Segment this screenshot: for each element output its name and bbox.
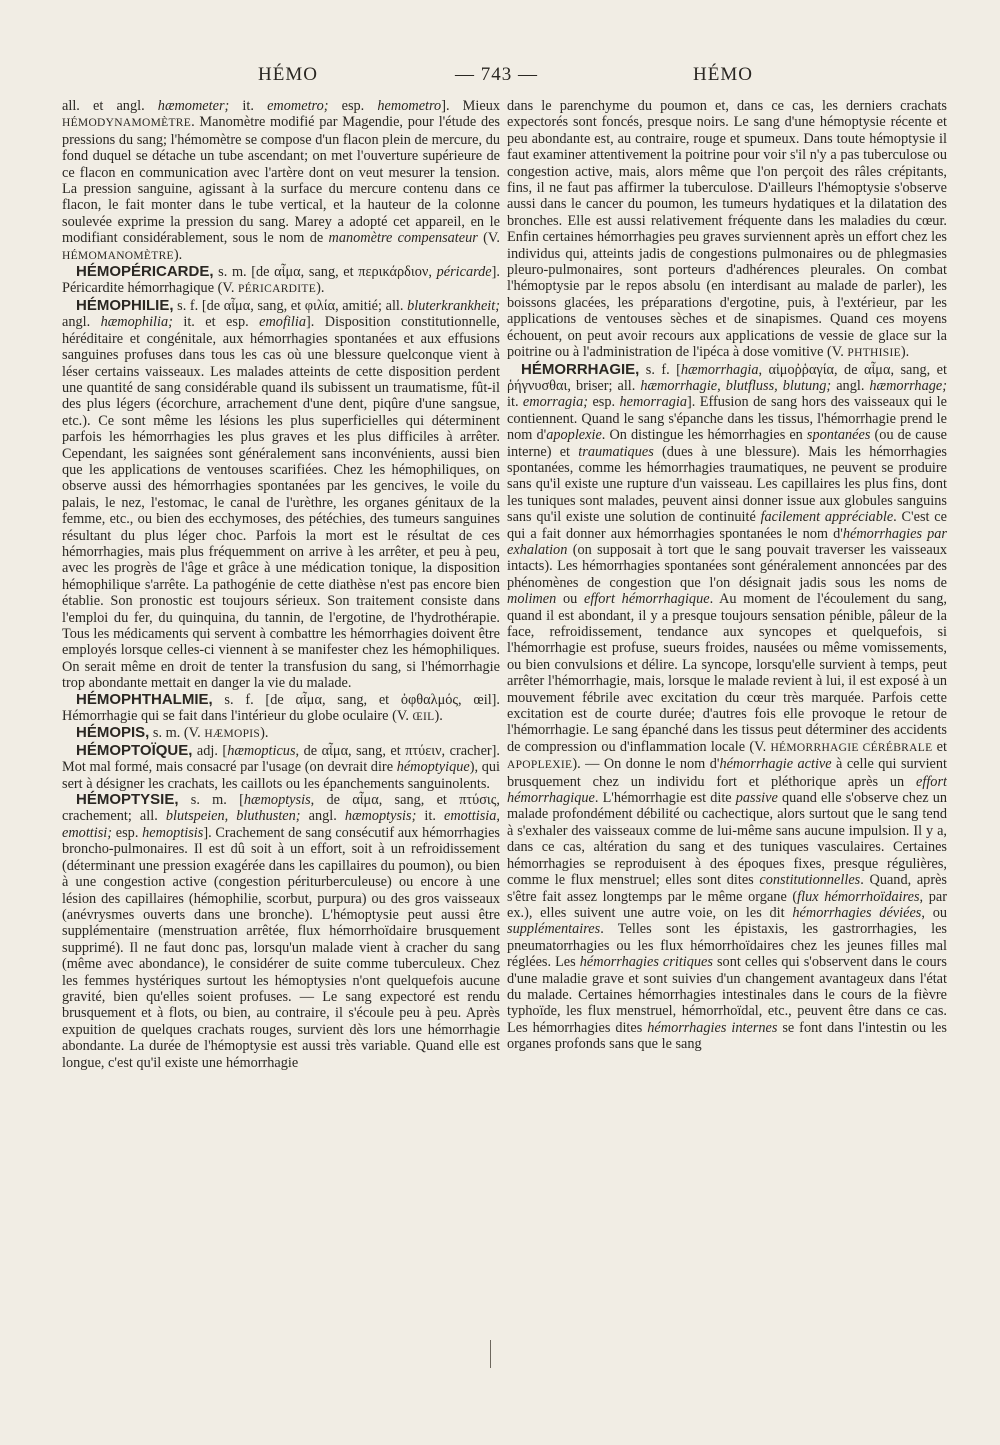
italic-run: molimen	[507, 591, 557, 608]
italic-run: hæmorrhagia	[680, 361, 759, 378]
italic-run: hémoptyique	[396, 759, 470, 776]
text-run: ).	[900, 344, 910, 361]
text-run: (dues à une blessure). Mais les hémorrhagies spontanées, comme les hémorrhagies traumatiques, ne peuvent se produire sans qu'il existe une rupture d'un vaisseau. Les capillaires les plus fins, dont les tuniques sont malades, peuvent ainsi donner issue aux globules sanguins sans qu'il existe une solution de continuité	[507, 443, 947, 526]
italic-run: hæmorrhage;	[869, 377, 947, 394]
text-run: , αἱμοῤῥαγία, de αἷμα, sang, et ῥήγνυσθαι, briser; all.	[507, 361, 947, 394]
italic-run: hémorrhagies internes	[647, 1019, 778, 1036]
italic-run: effort hémorrhagique	[583, 591, 710, 608]
italic-run: emorragia;	[522, 394, 593, 411]
text-run: et	[932, 738, 947, 755]
text-run: sont celles qui s'observent dans le cours d'une maladie grave et sont suivies d'un changement avantageux dans l'état du malade. Certaines hémorrhagies intestinales dans le cours de la fièvre typhoïde, les flux menstruel, hémorrhoïdal, etc., peuvent être dans ce cas. Les hémorrhagies dites	[507, 954, 947, 1036]
text-run: . Au moment de l'écoulement du sang, quand il est abondant, il y a presque toujours sensation pénible, pâleur de la face, refroidissement, tendance aux syncopes et quelquefois, si l'hémorrhagie est profuse, sueurs froides, nausées ou même vomissements, ou bien convulsions et délire. La syncope, lorsqu'elle survient à temps, peut arrêter l'hémorrhagie, mais, lorsque le malade revient à lui, il est exposé à un mouvement fébrile avec excitation du cœur très marquée. Parfois cette excitation est de courte durée; d'autres fois elle provoque le retour de l'hémorrhagie. Le sang épanché dans les tissus peut déterminer des accidents de compression ou d'inflammation locale (V.	[507, 591, 947, 755]
dictionary-entry	[507, 362, 947, 1053]
text-run: ), qui sert à désigner les crachats, les caillots ou les épanchements sanguinolents.	[62, 759, 500, 792]
text-run: it. et esp.	[183, 314, 260, 331]
small-caps-ref: PÉRICARDITE	[238, 283, 317, 296]
italic-run: passive	[735, 790, 778, 807]
small-caps-ref: ŒIL	[412, 711, 435, 724]
text-run: esp.	[592, 394, 620, 411]
italic-run: manomètre compensateur	[328, 230, 478, 247]
text-run: ]. Disposition constitutionnelle, héréditaire et congénitale, aux hémorrhagies spontanées et aux effusions sanguines profuses dans tous les cas où une blessure quelconque vient à léser certains vaisseaux. Les malades atteints de cette disposition perdent une quantité de sang considérable quand ils subissent un traumatisme, fût-il des plus légers (écorchure, arrachement d'une dent, piqûre d'une sangsue, etc.). Ce sont même les lésions les plus superficielles qui déterminent parfois les hémorrhagies les plus graves et les plus difficiles à arrêter. Cependant, les saignées sont généralement sans inconvénients, aussi bien que les applications de ventouses scarifiées. Chez les hémophiliques, on observe aussi des hémorrhagies spontanées par les gencives, le voile du palais, le nez, l'estomac, le canal de l'urèthre, les organes génitaux de la femme, etc., ou bien des ecchymoses, des pétéchies, des tumeurs sanguines résultant du plus léger choc. Parfois la mort est le résultat de ces hémorrhagies, mais plus fréquemment on arrive à les arrêter, et peu à peu, avec les progrès de l'âge et grâce à une médication tonique, la disposition hémophilique s'arrête. La pathogénie de cette diathèse n'est pas encore bien établie. Son pronostic est toujours sérieux. Son traitement consiste dans l'emploi du fer, du quinquina, du tannin, de l'ergotine, de l'hydrothérapie. Tous les médicaments qui servent à combattre les hémorrhagies doivent être employés lorsque celles-ci viennent à se manifester chez les hémophiliques. On serait même en droit de tenter la transfusion du sang, si l'hémorrhagie trop abondante mettait en danger la vie du malade.	[62, 314, 500, 692]
text-run: , par ex.), elles suivent une autre voie, on les dit	[507, 888, 947, 921]
text-run: angl.	[308, 808, 345, 825]
text-run: . C'est ce qui a fait donner aux hémorrhagies spontanées le nom d'	[507, 509, 947, 542]
headword: HÉMOPIS,	[76, 724, 150, 742]
dictionary-entry	[62, 264, 500, 298]
dictionary-entry	[62, 792, 500, 1071]
headword: HÉMOPHTHALMIE,	[76, 690, 213, 708]
italic-run: blutspeien, bluthusten;	[165, 808, 309, 825]
text-run: (on supposait à tort que le sang pouvait traverser les vaisseaux intacts). Les hémorrhagies spontanées sont généralement annoncées par des phénomènes de congestion que l'on désignait jadis sous les noms de	[507, 541, 947, 591]
right-column	[507, 98, 947, 1428]
headword: HÉMORRHAGIE,	[521, 360, 640, 378]
text-run: ou	[556, 591, 584, 608]
text-run: adj. [	[192, 742, 228, 759]
italic-run: hémorrhagies par exhalation	[507, 525, 947, 558]
italic-run: hemorragia	[619, 394, 687, 411]
headword: HÉMOPTYSIE,	[76, 791, 179, 809]
small-caps-ref: HÉMOMANOMÈTRE	[62, 249, 174, 262]
text-run: ]. Crachement de sang consécutif aux hémorrhagies broncho-pulmonaires. Il est dû soit à un effort, soit à un refroidissement (déterminant une pression exagérée dans les capillaires du poumon), ou bien à une congestion active (congestion périturberculeuse) ou encore à une lésion des capillaires (hémophilie, scorbut, purpura) ou des gros vaisseaux (anévrysmes ouverts dans une bronche). L'hémoptysie peut aussi être supplémentaire (menstruation arrêtée, flux hémorrhoïdaire brusquement supprimé). Il ne faut donc pas, lorsqu'un malade vient à cracher du sang (même avec abondance), le considérer de suite comme tuberculeux. Chez les femmes hystériques surtout les hémoptysies n'ont quelquefois aucune gravité, bien qu'elles soient profuses. — Le sang expectoré est rendu brusquement et à flots, ou bien, au contraire, il s'écoule peu à peu. Après expuition de quelques crachats rouges, survient dès lors une hémorrhagie abondante. La durée de l'hémoptysie est aussi très variable. Quand elle est longue, c'est qu'il existe une hémorrhagie	[62, 824, 500, 1071]
italic-run: hæmorrhagie, blutfluss, blutung;	[640, 377, 837, 394]
page-number: — 743 —	[455, 64, 538, 85]
italic-run: emometro;	[267, 98, 342, 114]
text-run: s. m. (V.	[149, 725, 205, 742]
running-head-right: HÉMO	[693, 64, 753, 85]
dictionary-entry	[62, 725, 500, 742]
italic-run: traumatiques	[578, 443, 654, 460]
text-run: s. f. [	[639, 361, 681, 378]
italic-run: hæmoptysis;	[344, 808, 425, 825]
italic-run: hémorrhagie active	[719, 756, 832, 773]
text-run: . Telles sont les épistaxis, les gastrorrhagies, les pneumatorrhagies ou les flux hémorrhoïdaires chez les jeunes filles mal réglées. Les	[507, 921, 947, 971]
italic-run: hémorrhagies critiques	[579, 954, 713, 971]
small-caps-ref: HÉMODYNAMOMÈTRE	[62, 117, 192, 130]
italic-run: hæmopticus	[227, 742, 296, 759]
left-column	[62, 98, 500, 1428]
text-run: à celle qui survient brusquement chez un individu fort et pléthorique après un	[507, 756, 947, 790]
text-run: s. m. [	[178, 792, 244, 809]
text-run: dans le parenchyme du poumon et, dans ce cas, les derniers crachats expectorés sont foncés, presque noirs. Le sang d'une hémoptysie récente et peu abondante est, au contraire, rouge et spumeux. Dans toute hémoptysie il faut examiner attentivement la poitrine pour voir s'il n'y a pas tuberculose ou congestion active, mais, alors même que l'on perçoit des râles crépitants, fins, il ne faut pas affirmer la tuberculose. D'ailleurs l'hémoptysie s'observe aussi dans le cancer du poumon, les tumeurs hydatiques et la dilatation des bronches. Elle est aussi relativement fréquente dans les maladies du cœur. Enfin certaines hémorrhagies peu graves surviennent après un effort chez les individus qui, atteints jadis de congestions pulmonaires ou de phlegmasies pleuro-pulmonaires, sont porteurs d'adhérences pleurales. On combat l'hémoptysie par le repos absolu (en interdisant au malade de parler), les boissons glacées, les préparations d'ergotine, puis, à l'extérieur, par les applications de ventouses sèches et de sinapismes. Quand ces moyens échouent, on peut avoir recours aux applications de vessie de glace sur la poitrine ou à l'administration de l'ipéca à dose vomitive (V.	[507, 98, 947, 361]
text-run: ]. Mieux	[441, 98, 500, 114]
dictionary-entry	[62, 298, 500, 692]
text-run: all. et angl.	[62, 98, 158, 114]
italic-run: flux hémorrhoïdaires	[797, 888, 920, 905]
text-run: esp.	[115, 824, 143, 841]
text-run: . On distingue les hémorrhagies en	[601, 427, 807, 444]
italic-run: effort hémorrhagique	[507, 773, 947, 807]
text-run: ).	[434, 708, 443, 725]
italic-run: emottisia, emottisi;	[62, 808, 500, 841]
continued-paragraph	[507, 98, 947, 362]
continued-paragraph	[62, 98, 500, 264]
italic-run: spontanées	[806, 427, 871, 444]
italic-run: hemoptisis	[142, 824, 204, 841]
column-rule	[490, 1340, 491, 1368]
text-run: ).	[173, 246, 183, 263]
text-run: it.	[242, 98, 268, 114]
text-run: se font dans l'intestin ou les organes profonds sans que le sang	[507, 1019, 947, 1053]
small-caps-ref: HÆMOPIS	[204, 728, 261, 741]
italic-run: apoplexie	[546, 427, 602, 444]
text-run: ). — On donne le nom d'	[572, 756, 720, 773]
italic-run: constitutionnelles	[759, 872, 861, 889]
headword: HÉMOPHILIE,	[76, 296, 174, 314]
text-run: s. f. [de αἷμα, sang, et ὀφθαλμός, œil]. Hémorrhagie qui se fait dans l'intérieur du globe oculaire (V.	[62, 691, 500, 725]
text-run: , de αἷμα, sang, et πτύειν, cracher]. Mot mal formé, mais consacré par l'usage (on devrait dire	[62, 742, 500, 776]
running-head	[0, 64, 1000, 88]
italic-run: hæmophilia;	[100, 314, 184, 331]
text-run: (ou de cause interne) et	[507, 427, 947, 460]
text-run: ]. Péricardite hémorrhagique (V.	[62, 264, 500, 297]
running-head-left: HÉMO	[258, 64, 318, 85]
text-run: angl.	[836, 377, 870, 394]
text-run: ).	[316, 280, 325, 297]
italic-run: péricarde	[436, 264, 492, 281]
text-run: ]. Effusion de sang hors des vaisseaux qui le contiennent. Quand le sang s'épanche dans les tissus, l'hémorrhagie prend le nom d'	[507, 394, 947, 444]
small-caps-ref: HÉMORRHAGIE CÉRÉBRALE	[770, 741, 933, 754]
italic-run: hemometro	[377, 98, 442, 114]
text-run: ).	[260, 725, 269, 742]
headword: HÉMOPÉRICARDE,	[76, 263, 214, 281]
text-run: esp.	[341, 98, 378, 114]
text-run: . Quand, après s'être fait assez longtemps par le même organe (	[507, 872, 947, 905]
text-run: quand elle s'observe chez un malade profondément débilité ou cachectique, alors surtout que le sang tend à s'exhaler des vaisseaux comme de lui-même sans aucune impulsion. Il y a, dans ce cas, altération du sang et des tuniques vasculaires. Certaines hémorrhagies se reproduisent à des époques fixes, presque régulières, comme le flux menstruel; elles sont dites	[507, 790, 947, 889]
italic-run: supplémentaires	[507, 921, 601, 938]
text-run: s. m. [de αἷμα, sang, et περικάρδιον,	[213, 264, 437, 281]
italic-run: hæmometer;	[157, 98, 243, 114]
text-run: it.	[424, 808, 444, 825]
italic-run: emofilia	[259, 314, 306, 331]
text-run: (V.	[477, 230, 500, 247]
text-run: it.	[507, 394, 523, 411]
dictionary-entry	[62, 743, 500, 792]
italic-run: hémorrhagies déviées	[792, 904, 922, 921]
text-run: , de αἷμα, sang, et πτύσις, crachement; all.	[62, 792, 500, 825]
italic-run: facilement appréciable	[760, 509, 894, 526]
text-run: s. f. [de αἷμα, sang, et φιλία, amitié; all.	[173, 297, 408, 314]
text-run: angl.	[62, 314, 101, 331]
italic-run: bluterkrankheit;	[407, 297, 500, 314]
italic-run: hæmoptysis	[243, 792, 311, 809]
text-run: . L'hémorrhagie est dite	[594, 790, 736, 807]
text-run: , ou	[921, 904, 947, 921]
small-caps-ref: APOPLEXIE	[507, 759, 573, 772]
small-caps-ref: PHTHISIE	[847, 347, 901, 360]
text-run: . Manomètre modifié par Magendie, pour l'étude des pressions du sang; l'hémomètre se compose d'un flacon plein de mercure, du fond duquel se détache un tube ascendant; on met l'ouverture supérieure de ce flacon en communication avec l'artère dont on veut mesurer la tension. La pression sanguine, agissant à la surface du mercure contenu dans ce flacon, le fait monter dans le tube vertical, et la hauteur de la colonne soulevée exprime la pression du sang. Marey a adopté cet appareil, en le modifiant considérablement, sous le nom de	[62, 114, 500, 247]
dictionary-entry	[62, 692, 500, 726]
headword: HÉMOPTOÏQUE,	[76, 741, 193, 759]
